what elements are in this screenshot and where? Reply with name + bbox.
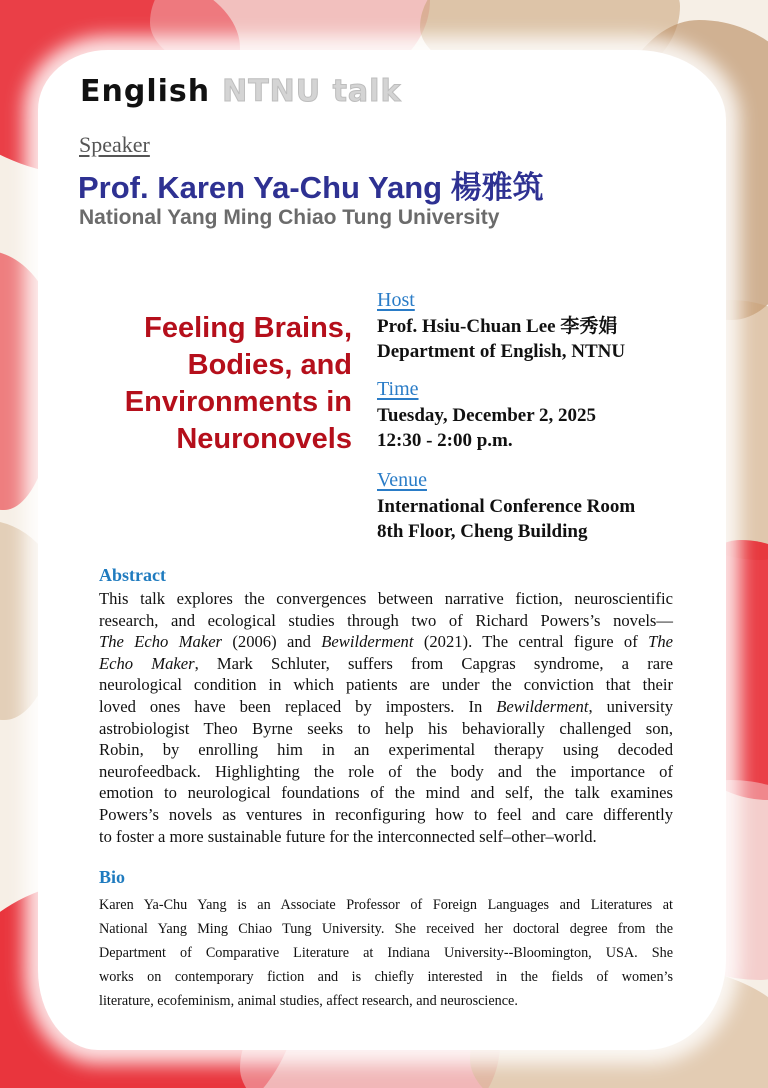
abstract-line: research, and ecological studies through two of Richard Powers’s novels—	[99, 610, 673, 630]
time-hours: 12:30 - 2:00 p.m.	[377, 430, 513, 451]
abstract-line: Robin, by enrolling him in an experimental therapy using decoded	[99, 740, 673, 760]
host-department: Department of English, NTNU	[377, 341, 626, 362]
host-name: Prof. Hsiu-Chuan Lee 李秀娟	[377, 316, 618, 337]
talk-title-line: Bodies, and	[187, 349, 352, 381]
abstract-line: The Echo Maker (2006) and Bewilderment (2021). The central figure of The	[99, 632, 673, 652]
venue-block	[377, 468, 727, 544]
venue-floor: 8th Floor, Cheng Building	[377, 521, 588, 542]
venue-label: Venue	[377, 469, 427, 491]
logo-ntnu-talk: NTNU talk	[222, 73, 402, 109]
host-block	[377, 288, 727, 364]
bio-heading: Bio	[99, 867, 126, 887]
talk-title	[52, 310, 352, 458]
abstract-line: loved ones have been replaced by imposters. In Bewilderment, university	[99, 696, 673, 716]
abstract-line: neurofeedback. Highlighting the role of the body and the importance of	[99, 761, 673, 781]
talk-title-line: Neuronovels	[176, 423, 352, 455]
venue-room: International Conference Room	[377, 496, 636, 517]
abstract-line: Powers’s novels as ventures in reconfiguring how to feel and care differently	[99, 804, 673, 824]
bio-line: works on contemporary fiction and is chiefly interested in the fields of women’s	[99, 969, 673, 985]
logo-english: English	[80, 73, 211, 109]
time-date: Tuesday, December 2, 2025	[377, 405, 597, 426]
abstract-text	[99, 588, 673, 847]
abstract-line: neurological condition in which patients are under the conviction that their	[99, 675, 673, 695]
abstract-line: This talk explores the convergences between narrative fiction, neuroscientific	[99, 589, 673, 608]
bio-line: Karen Ya-Chu Yang is an Associate Professor of Foreign Languages and Literatures at	[99, 897, 673, 913]
talk-title-line: Feeling Brains,	[144, 312, 352, 344]
bio-line: National Yang Ming Chiao Tung University. She received her doctoral degree from the	[99, 921, 673, 937]
abstract-line: to foster a more sustainable future for the interconnected self–other–world.	[99, 826, 597, 846]
time-label: Time	[377, 378, 419, 400]
english-ntnu-talk-logo	[80, 74, 401, 108]
host-label: Host	[377, 289, 415, 311]
bio-line: Department of Comparative Literature at Indiana University--Bloomington, USA. She	[99, 945, 673, 961]
abstract-heading: Abstract	[99, 565, 166, 585]
time-block	[377, 377, 727, 453]
bio-text	[99, 893, 673, 1013]
speaker-label: Speaker	[79, 132, 150, 157]
talk-title-line: Environments in	[124, 386, 352, 418]
abstract-line: Echo Maker, Mark Schluter, suffers from Capgras syndrome, a rare	[99, 653, 673, 673]
abstract-line: emotion to neurological foundations of the mind and self, the talk examines	[99, 783, 673, 803]
speaker-name: Prof. Karen Ya-Chu Yang 楊雅筑	[78, 170, 544, 205]
abstract-line: astrobiologist Theo Byrne seeks to help his behaviorally challenged son,	[99, 718, 673, 738]
speaker-affiliation: National Yang Ming Chiao Tung University	[79, 206, 500, 229]
bio-line: literature, ecofeminism, animal studies, affect research, and neuroscience.	[99, 993, 518, 1009]
